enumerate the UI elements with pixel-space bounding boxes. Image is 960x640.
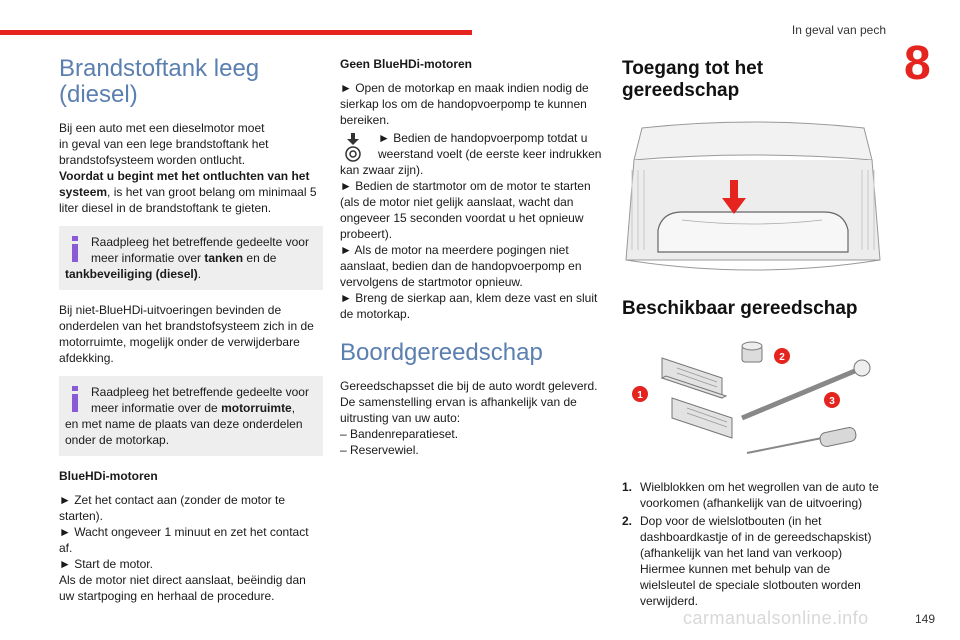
section-title: In geval van pech	[791, 23, 886, 37]
list-item: 1. Wielblokken om het wegrollen van de auto te voorkomen (afhankelijk van de uitvoering)	[622, 480, 879, 510]
heading-onboard-tools: Boordgereedschap	[340, 339, 543, 366]
step-hand-pump: ► Bedien de handopvoerpomp totdat u weerstand voelt (de eerste keer indrukken	[340, 130, 604, 162]
list-item: 2. Dop voor de wielslotbouten (in het dashboardkastje of in de gereedschapskist) (afhankelijk van het land van verkoop) Hiermee kunnen met behulp van de wielsleutel de speciale slotbouten worden verwijderd.	[622, 514, 872, 608]
callout-3: 3	[829, 396, 835, 407]
boot-floor-illustration	[622, 120, 884, 278]
info-box-refuelling: Raadpleeg het betreffende gedeelte voor meer informatie over tanken en de tankbeveiliging (diesel).	[59, 226, 323, 290]
steps-bluehdi: ► Zet het contact aan (zonder de motor te starten). ► Wacht ongeveer 1 minuut en zet het contact af. ► Start de motor. Als de motor niet direct aanslaat, beëindig dan uw startpoging en herhaal de procedure.	[59, 493, 309, 603]
watermark: carmanualsonline.info	[683, 608, 869, 628]
header-accent-bar	[0, 30, 472, 35]
subheading-non-bluehdi: Geen BlueHDi-motoren	[340, 57, 473, 71]
paragraph-non-bluehdi: Bij niet-BlueHDi-uitvoeringen bevinden de onderdelen van het brandstofsysteem zich in de motorruimte, mogelijk onder de verwijderbare afdekking.	[59, 303, 314, 365]
step-open-bonnet: ► Open de motorkap en maak indien nodig de sierkap los om de handopvoerpomp te kunnen bereiken.	[340, 81, 589, 127]
paragraph-tools: Gereedschapsset die bij de auto wordt geleverd. De samenstelling ervan is afhankelijk van de uitrusting van uw auto: – Bandenreparatieset. – Reservewiel.	[340, 379, 598, 457]
column-3	[622, 56, 886, 611]
chapter-number: 8	[904, 37, 931, 90]
info-icon	[69, 236, 83, 264]
tools-illustration	[622, 338, 884, 463]
column-2: Geen BlueHDi-motoren ► Open de motorkap en maak indien nodig de sierkap los om de handopvoerpomp te kunnen bereiken. ► Bedien de handopvoerpomp totdat u weerstand voelt (de eerste keer indrukken kan zwaar zijn). ► Bedien de startmotor om de motor te starten (als de motor niet gelijk aanslaat, wacht dan ongeveer 15 seconden voordat u het opnieuw probeert). ► Als de motor na meerdere pogingen niet aanslaat, bedien dan de handopvoerpomp en vervolgens de startmotor opnieuw. ► Breng de sierkap aan, klem deze vast en sluit de motorkap. Boordgereedschap Gereedschapsset die bij de auto wordt geleverd. De samenstelling ervan is afhankelijk van de uitrusting van uw auto: – Bandenreparatieset. – Reservewiel.	[340, 56, 604, 468]
heading-fuel-tank-empty: Brandstoftank leeg (diesel)	[59, 55, 260, 108]
subheading-bluehdi: BlueHDi-motoren	[59, 469, 158, 483]
heading-available-tools: Beschikbaar gereedschap	[622, 298, 858, 319]
column-1	[59, 56, 323, 614]
hand-pump-icon	[342, 132, 364, 162]
callout-1: 1	[637, 390, 643, 401]
heading-access-tools: Toegang tot het gereedschap	[622, 58, 764, 101]
paragraph-intro: Bij een auto met een dieselmotor moet in geval van een lege brandstoftank het brandstofsysteem worden ontlucht. Voordat u begint met het ontluchten van het systeem, is het van groot belang om minimaal 5 liter diesel in de brandstoftank te gieten.	[59, 121, 317, 215]
info-box-engine-compartment: Raadpleeg het betreffende gedeelte voor meer informatie over de motorruimte, en met name de plaats van deze onderdelen onder de motorkap.	[59, 376, 323, 456]
page-number: 149	[915, 612, 936, 626]
info-icon	[69, 386, 83, 414]
callout-2: 2	[779, 352, 785, 363]
